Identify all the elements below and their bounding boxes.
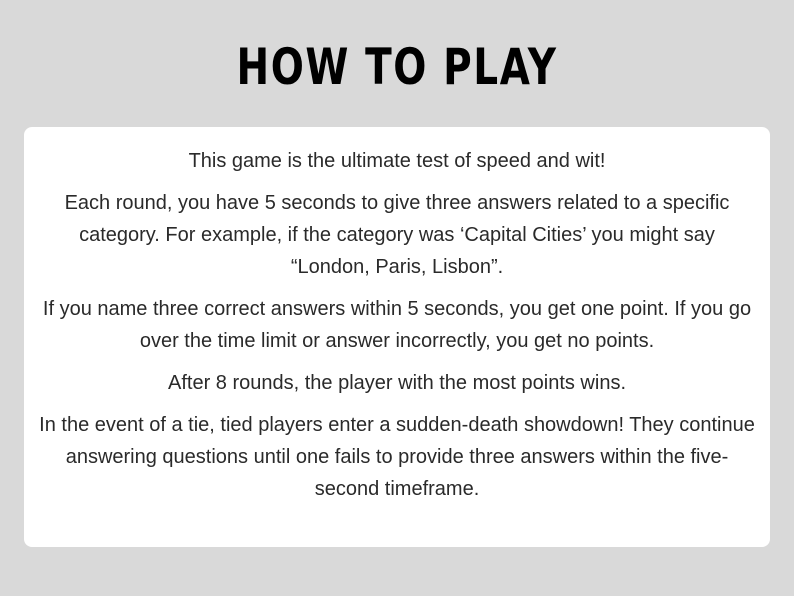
rules-round-description: Each round, you have 5 seconds to give three answers related to a specific category. For example, if the category was ‘Capital Cities’ you might say “London, Paris, Lisbon”. [64,192,730,278]
page-title: HOW TO PLAY [236,38,558,96]
rules-tiebreaker: In the event of a tie, tied players enter a sudden-death showdown! They continue answering questions until one fails to provide three answers within the five-second timeframe. [39,414,755,500]
rules-winning: After 8 rounds, the player with the most points wins. [168,372,626,394]
rules-scoring: If you name three correct answers within 5 seconds, you get one point. If you go over the time limit or answer incorrectly, you get no points. [42,298,752,352]
rules-intro: This game is the ultimate test of speed and wit! [188,150,606,172]
rules-card [24,127,770,547]
